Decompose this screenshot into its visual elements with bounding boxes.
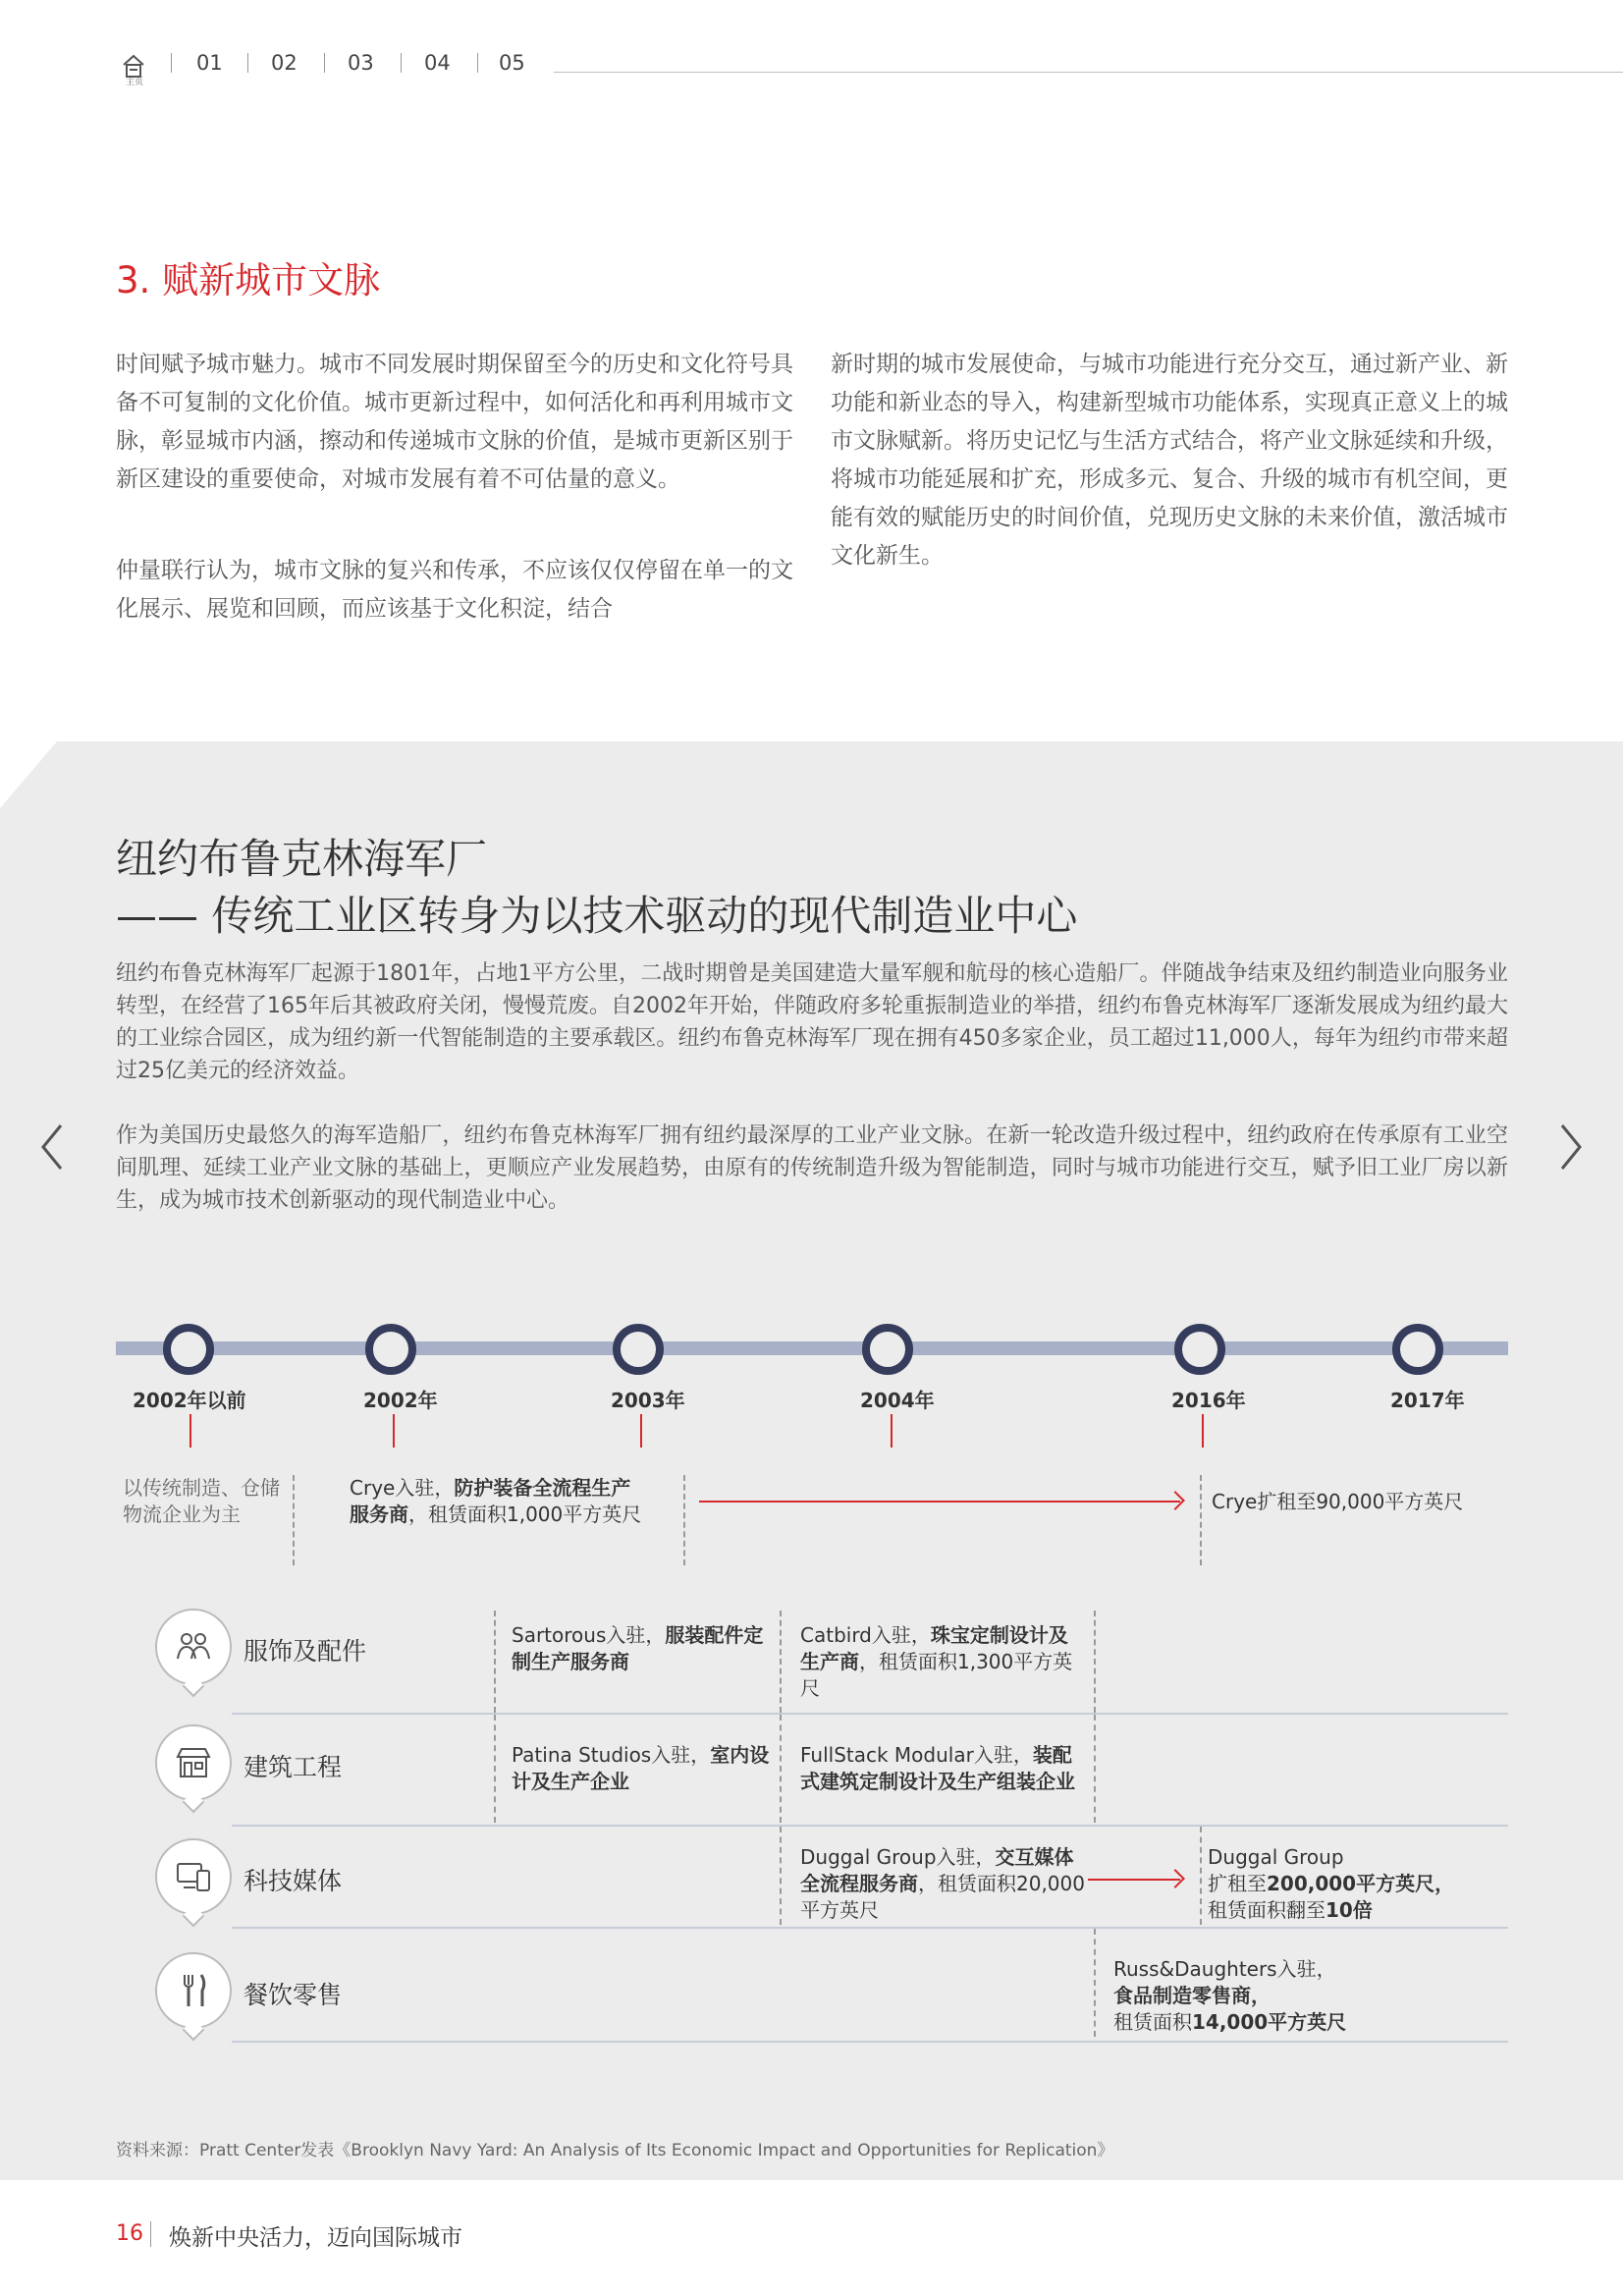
dashed-divider	[1094, 1611, 1096, 1713]
patina-entry	[512, 1742, 779, 1795]
category-icon-badge	[155, 1609, 232, 1685]
footer-separator	[150, 2221, 151, 2247]
prev-arrow-icon[interactable]	[37, 1120, 67, 1175]
timeline-tick	[1202, 1414, 1204, 1448]
timeline-tick	[640, 1414, 642, 1448]
entry-type: 服装配件定制生产服务商	[512, 1623, 764, 1673]
row-divider	[232, 1927, 1508, 1929]
source-note: 资料来源：Pratt Center发表《Brooklyn Navy Yard: An Analysis of Its Economic Impact and Opportunities for Replication》	[116, 2141, 1114, 2160]
timeline-node	[163, 1324, 214, 1375]
timeline-year: 2017年	[1390, 1389, 1465, 1412]
timeline-node	[365, 1324, 416, 1375]
row-divider	[232, 1825, 1508, 1827]
section-paragraph-1: 时间赋予城市魅力。城市不同发展时期保留至今的历史和文化符号具备不可复制的文化价值。城市更新过程中，如何活化和再利用城市文脉，彰显城市内涵，擦动和传递城市文脉的价值，是城市更新区别于新区建设的重要使命，对城市发展有着不可估量的意义。	[116, 352, 793, 492]
category-icon-badge	[155, 1724, 232, 1801]
people-icon	[174, 1627, 213, 1667]
timeline-node	[613, 1324, 664, 1375]
nav-item-03[interactable]: 03	[348, 51, 374, 75]
entry-name: Catbird入驻，	[800, 1623, 931, 1647]
timeline-tick	[393, 1414, 395, 1448]
devices-icon	[174, 1857, 213, 1896]
crye-entry	[350, 1475, 644, 1528]
entry-area: ，租赁面积20,000平方英尺	[800, 1872, 1085, 1922]
expansion-arrow	[699, 1501, 1180, 1503]
duggal-entry	[800, 1844, 1087, 1924]
nav-separator	[324, 53, 325, 73]
dashed-divider	[494, 1715, 496, 1823]
pre2002-note: 以传统制造、仓储物流企业为主	[123, 1476, 280, 1526]
nav-separator	[477, 53, 478, 73]
category-label: 科技媒体	[243, 1867, 343, 1895]
category-label: 餐饮零售	[243, 1981, 343, 2009]
duggal-expansion	[1208, 1844, 1506, 1924]
entry-type: 食品制造零售商，	[1113, 1984, 1271, 2007]
timeline-node	[862, 1324, 913, 1375]
fullstack-entry	[800, 1742, 1085, 1795]
catbird-entry	[800, 1622, 1085, 1702]
nav-separator	[247, 53, 248, 73]
case-title: 纽约布鲁克林海军厂	[116, 835, 488, 883]
section-paragraph-3: 新时期的城市发展使命，与城市功能进行充分交互，通过新产业、新功能和新业态的导入，构建新型城市功能体系，实现真正意义上的城市文脉赋新。将历史记忆与生活方式结合，将产业文脉延续和升级，将城市功能延展和扩充，形成多元、复合、升级的城市有机空间，更能有效的赋能历史的时间价值，兑现历史文脉的未来价值，激活城市文化新生。	[831, 352, 1508, 569]
category-label: 服饰及配件	[243, 1637, 367, 1666]
entry-text: 租赁面积	[1113, 2010, 1192, 2034]
category-icon-badge	[155, 1838, 232, 1915]
sartorous-entry	[512, 1622, 779, 1675]
timeline-node	[1392, 1324, 1443, 1375]
entry-type: 交互媒体全流程服务商	[800, 1845, 1074, 1895]
section-title: 3. 赋新城市文脉	[116, 259, 381, 301]
entry-area: 14,000平方英尺	[1192, 2010, 1347, 2034]
dashed-divider	[780, 1827, 782, 1925]
building-icon	[174, 1743, 213, 1782]
entry-type: 珠宝定制设计及生产商	[800, 1623, 1068, 1673]
entry-name: FullStack Modular入驻，	[800, 1743, 1033, 1767]
nav-item-05[interactable]: 05	[499, 51, 525, 75]
entry-name: Sartorous入驻，	[512, 1623, 666, 1647]
dashed-divider	[1094, 1715, 1096, 1823]
row-divider	[232, 2041, 1508, 2043]
section-paragraph-2: 仲量联行认为，城市文脉的复兴和传承，不应该仅仅停留在单一的文化展示、展览和回顾，而应该基于文化积淀，结合	[116, 558, 793, 622]
entry-multiplier: 10倍	[1325, 1898, 1373, 1922]
russ-entry	[1113, 1956, 1408, 2036]
nav-item-02[interactable]: 02	[271, 51, 298, 75]
entry-type: 装配式建筑定制设计及生产组装企业	[800, 1743, 1075, 1793]
entry-text: 租赁面积翻至	[1208, 1898, 1325, 1922]
timeline-tick	[891, 1414, 893, 1448]
category-icon-badge	[155, 1952, 232, 2029]
row-divider	[232, 1713, 1508, 1715]
timeline-tick	[189, 1414, 191, 1448]
entry-name: Patina Studios入驻，	[512, 1743, 711, 1767]
dashed-divider	[683, 1475, 685, 1565]
case-subtitle: —— 传统工业区转身为以技术驱动的现代制造业中心	[116, 892, 1078, 940]
timeline-year: 2002年	[363, 1389, 438, 1412]
expansion-arrow	[1088, 1879, 1180, 1881]
utensils-icon	[174, 1971, 213, 2010]
entry-name: Duggal Group	[1208, 1845, 1344, 1869]
timeline-year: 2016年	[1171, 1389, 1246, 1412]
entry-type: 室内设计及生产企业	[512, 1743, 770, 1793]
case-paragraph-2: 作为美国历史最悠久的海军造船厂，纽约布鲁克林海军厂拥有纽约最深厚的工业产业文脉。在新一轮改造升级过程中，纽约政府在传承原有工业空间肌理、延续工业产业文脉的基础上，更顺应产业发展趋势，由原有的传统制造升级为智能制造，同时与城市功能进行交互，赋予旧工业厂房以新生，成为城市技术创新驱动的现代制造业中心。	[116, 1123, 1508, 1213]
entry-text: 扩租至	[1208, 1872, 1267, 1895]
nav-divider	[554, 72, 1623, 73]
crye-entry-type: 防护装备全流程生产服务商	[350, 1476, 631, 1526]
dashed-divider	[780, 1715, 782, 1823]
nav-separator	[401, 53, 402, 73]
entry-name: Duggal Group入驻，	[800, 1845, 996, 1869]
category-label: 建筑工程	[243, 1753, 343, 1781]
home-label: 主页	[125, 78, 143, 87]
dashed-divider	[494, 1611, 496, 1713]
nav-item-01[interactable]: 01	[196, 51, 223, 75]
footer-title: 焕新中央活力，迈向国际城市	[169, 2225, 462, 2251]
timeline-node	[1174, 1324, 1225, 1375]
crye-expansion: Crye扩租至90,000平方英尺	[1212, 1490, 1464, 1513]
nav-item-04[interactable]: 04	[424, 51, 451, 75]
crye-entry-name: Crye入驻，	[350, 1476, 455, 1500]
timeline-year: 2004年	[860, 1389, 935, 1412]
timeline-year: 2003年	[611, 1389, 685, 1412]
dashed-divider	[1094, 1929, 1096, 2037]
page-number: 16	[116, 2221, 143, 2246]
entry-area: 200,000平方英尺，	[1267, 1872, 1455, 1895]
nav-separator	[171, 53, 172, 73]
dashed-divider	[1200, 1475, 1202, 1565]
timeline-bar	[116, 1341, 1508, 1355]
top-navigation	[116, 45, 1510, 87]
dashed-divider	[293, 1475, 295, 1565]
entry-name: Russ&Daughters入驻，	[1113, 1957, 1336, 1981]
timeline-year: 2002年以前	[133, 1389, 246, 1412]
dashed-divider	[1200, 1827, 1202, 1925]
entry-area: ，租赁面积1,300平方英尺	[800, 1650, 1073, 1700]
next-arrow-icon[interactable]	[1556, 1120, 1586, 1175]
crye-entry-area: ，租赁面积1,000平方英尺	[408, 1503, 642, 1526]
dashed-divider	[780, 1611, 782, 1713]
case-paragraph-1: 纽约布鲁克林海军厂起源于1801年，占地1平方公里，二战时期曾是美国建造大量军舰和航母的核心造船厂。伴随战争结束及纽约制造业向服务业转型，在经营了165年后其被政府关闭，慢慢荒废。自2002年开始，伴随政府多轮重振制造业的举措，纽约布鲁克林海军厂逐渐发展成为纽约最大的工业综合园区，成为纽约新一代智能制造的主要承载区。纽约布鲁克林海军厂现在拥有450多家企业，员工超过11,000人，每年为纽约市带来超过25亿美元的经济效益。	[116, 961, 1508, 1083]
